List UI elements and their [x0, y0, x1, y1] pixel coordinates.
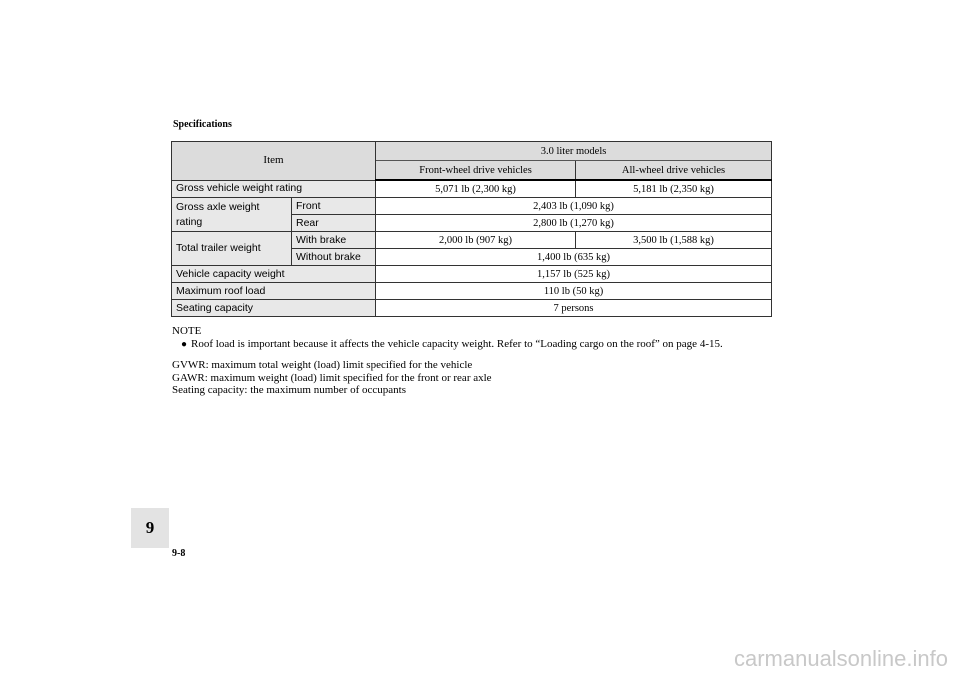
cell-value: 1,157 lb (525 kg) [376, 266, 772, 283]
cell-value: 7 persons [376, 300, 772, 317]
cell-value: 2,000 lb (907 kg) [376, 232, 576, 249]
row-label: Gross axle weight rating [172, 198, 292, 232]
table-row [172, 283, 772, 300]
row-sublabel: Front [292, 198, 376, 215]
header-awd: All-wheel drive vehicles [576, 161, 772, 181]
table-row [172, 300, 772, 317]
table-row [172, 198, 772, 215]
row-label: Maximum roof load [172, 283, 376, 300]
bullet-icon: ● [181, 339, 188, 350]
header-fwd: Front-wheel drive vehicles [376, 161, 576, 181]
row-sublabel: Without brake [292, 249, 376, 266]
page-number: 9-8 [172, 548, 186, 559]
header-models: 3.0 liter models [376, 142, 772, 161]
row-sublabel: With brake [292, 232, 376, 249]
definitions [172, 359, 492, 397]
definition-line: Seating capacity: the maximum number of occupants [172, 384, 406, 396]
row-label: Seating capacity [172, 300, 376, 317]
specifications-table [171, 141, 772, 317]
header-item: Item [172, 142, 376, 181]
row-label: Vehicle capacity weight [172, 266, 376, 283]
cell-value: 2,800 lb (1,270 kg) [376, 215, 772, 232]
note-heading: NOTE [172, 325, 202, 337]
row-label: Total trailer weight [172, 232, 292, 266]
cell-value: 2,403 lb (1,090 kg) [376, 198, 772, 215]
cell-value: 5,071 lb (2,300 kg) [376, 180, 576, 198]
table-row [172, 266, 772, 283]
section-title: Specifications [173, 119, 232, 130]
cell-value: 5,181 lb (2,350 kg) [576, 180, 772, 198]
row-label: Gross vehicle weight rating [172, 180, 376, 198]
definition-line: GVWR: maximum total weight (load) limit specified for the vehicle [172, 359, 473, 371]
cell-value: 1,400 lb (635 kg) [376, 249, 772, 266]
row-sublabel: Rear [292, 215, 376, 232]
cell-value: 110 lb (50 kg) [376, 283, 772, 300]
watermark: carmanualsonline.info [733, 646, 948, 671]
note-item [181, 338, 723, 350]
table-row [172, 180, 772, 198]
note-text: Roof load is important because it affects the vehicle capacity weight. Refer to “Loading cargo on the roof” on page 4-15. [191, 338, 723, 350]
cell-value: 3,500 lb (1,588 kg) [576, 232, 772, 249]
chapter-tab: 9 [131, 508, 169, 548]
definition-line: GAWR: maximum weight (load) limit specified for the front or rear axle [172, 371, 492, 384]
table-row [172, 232, 772, 249]
